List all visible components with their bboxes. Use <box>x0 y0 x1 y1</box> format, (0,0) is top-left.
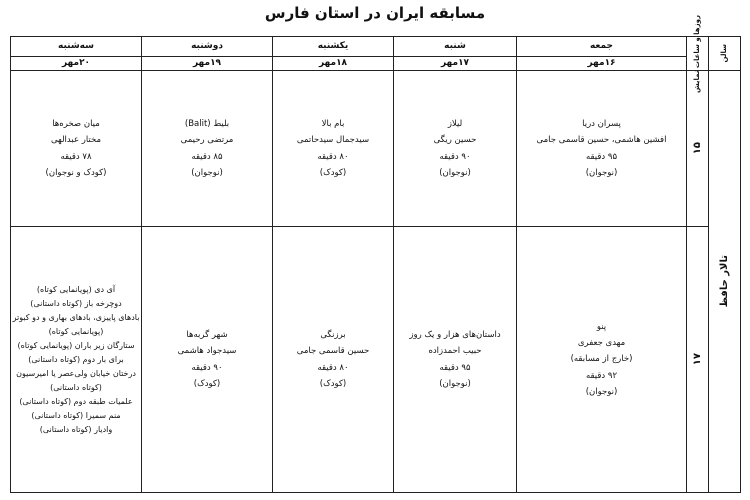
screening-line: (نوجوان) <box>439 167 471 178</box>
screening-line: بادهای پاییزی، بادهای بهاری و دو کبوتر <box>12 312 140 322</box>
screening-line: برزنگی <box>320 330 346 341</box>
screening-line: افشین هاشمی، حسین قاسمی جامی <box>536 135 667 146</box>
screening-cell <box>516 226 687 493</box>
screening-line: (کودک) <box>319 378 347 389</box>
screening-line: مهدی جعفری <box>577 338 626 349</box>
time-header-label: روزها و ساعات نمایش <box>692 14 701 93</box>
screening-line: آی دی (پویانمایی کوتاه) <box>36 284 116 294</box>
time-header <box>686 14 709 93</box>
screening-line: منم سمیرا (کوتاه داستانی) <box>31 410 121 420</box>
screening-line: (کودک و نوجوان) <box>45 167 107 178</box>
screening-line: (کودک) <box>319 167 347 178</box>
screening-line: (نوجوان) <box>191 167 223 178</box>
screening-line: شهر گربه‌ها <box>186 330 228 341</box>
screening-line: ۸۵ دقیقه <box>191 151 223 162</box>
screening-line: داستان‌های هزار و یک روز <box>409 330 501 341</box>
screening-line: لیلاز <box>447 119 463 130</box>
screening-cell <box>141 226 273 493</box>
screening-line: ۹۵ دقیقه <box>585 151 618 162</box>
screening-line: ستارگان زیر باران (پویانمایی کوتاه) <box>17 340 135 350</box>
screening-line: بام بالا <box>321 119 345 130</box>
screening-line: (پویانمایی کوتاه) <box>48 326 104 336</box>
screening-line: بلیط (Balit) <box>184 119 230 130</box>
day-header: شنبه <box>393 36 517 57</box>
screening-line: (نوجوان) <box>585 386 618 397</box>
screening-cell <box>393 70 517 227</box>
screening-line: ۹۵ دقیقه <box>439 362 471 373</box>
screening-line: (کودک) <box>193 378 221 389</box>
screening-line: حسین قاسمی جامی <box>296 346 370 357</box>
day-header: جمعه <box>516 36 687 57</box>
screening-cell <box>393 226 517 493</box>
screening-line: (نوجوان) <box>585 167 618 178</box>
screening-line: مرتضی رحیمی <box>180 135 234 146</box>
screening-cell <box>10 70 142 227</box>
screening-cell <box>272 70 394 227</box>
screening-line: سیدجواد هاشمی <box>177 346 237 357</box>
screening-line: دوچرخه باز (کوتاه داستانی) <box>30 298 122 308</box>
screening-line: برای بار دوم (کوتاه داستانی) <box>28 354 124 364</box>
day-header: یکشنبه <box>272 36 394 57</box>
screening-line: وادیار (کوتاه داستانی) <box>39 424 113 434</box>
screening-line: (نوجوان) <box>439 378 471 389</box>
screening-line: پنو <box>596 322 607 333</box>
day-header: سه‌شنبه <box>10 36 142 57</box>
screening-line: حبیب احمدزاده <box>428 346 482 357</box>
page-title: مسابقه ایران در استان فارس <box>264 4 486 22</box>
salon-header <box>708 36 741 71</box>
day-header: دوشنبه <box>141 36 273 57</box>
screening-line: ۹۰ دقیقه <box>439 151 471 162</box>
date-header: ۱۹مهر <box>141 56 273 71</box>
screening-line: ۹۲ دقیقه <box>585 370 618 381</box>
date-header: ۱۷مهر <box>393 56 517 71</box>
hour-cell <box>686 70 709 227</box>
screening-cell <box>10 226 142 493</box>
screening-line: علمیات طبقه دوم (کوتاه داستانی) <box>19 396 133 406</box>
screening-line: سیدجمال سیدحاتمی <box>296 135 370 146</box>
salon-name-cell <box>708 70 741 493</box>
salon-header-label: سالن <box>719 44 728 63</box>
screening-line: (کوتاه داستانی) <box>50 382 102 392</box>
screening-line: ۹۰ دقیقه <box>191 362 223 373</box>
screening-line: میان صخره‌ها <box>52 119 100 130</box>
screening-cell <box>141 70 273 227</box>
hour-cell <box>686 226 709 493</box>
date-header: ۲۰مهر <box>10 56 142 71</box>
screening-line: (خارج از مسابقه) <box>570 354 633 365</box>
screening-line: درختان خیابان ولی‌عصر یا امیرسیون <box>16 368 136 378</box>
screening-line: مختار عبدالهی <box>50 135 102 146</box>
date-header: ۱۸مهر <box>272 56 394 71</box>
screening-cell <box>516 70 687 227</box>
salon-name: تالار حافظ <box>719 255 730 308</box>
screening-line: ۸۰ دقیقه <box>317 151 349 162</box>
screening-line: پسران دریا <box>582 119 621 130</box>
screening-line: حسین ریگی <box>433 135 477 146</box>
hour-label: ۱۷ <box>692 353 703 366</box>
screening-line: ۸۰ دقیقه <box>317 362 349 373</box>
date-header: ۱۶مهر <box>516 56 687 71</box>
hour-label: ۱۵ <box>692 142 703 155</box>
screening-line: ۷۸ دقیقه <box>60 151 92 162</box>
screening-cell <box>272 226 394 493</box>
